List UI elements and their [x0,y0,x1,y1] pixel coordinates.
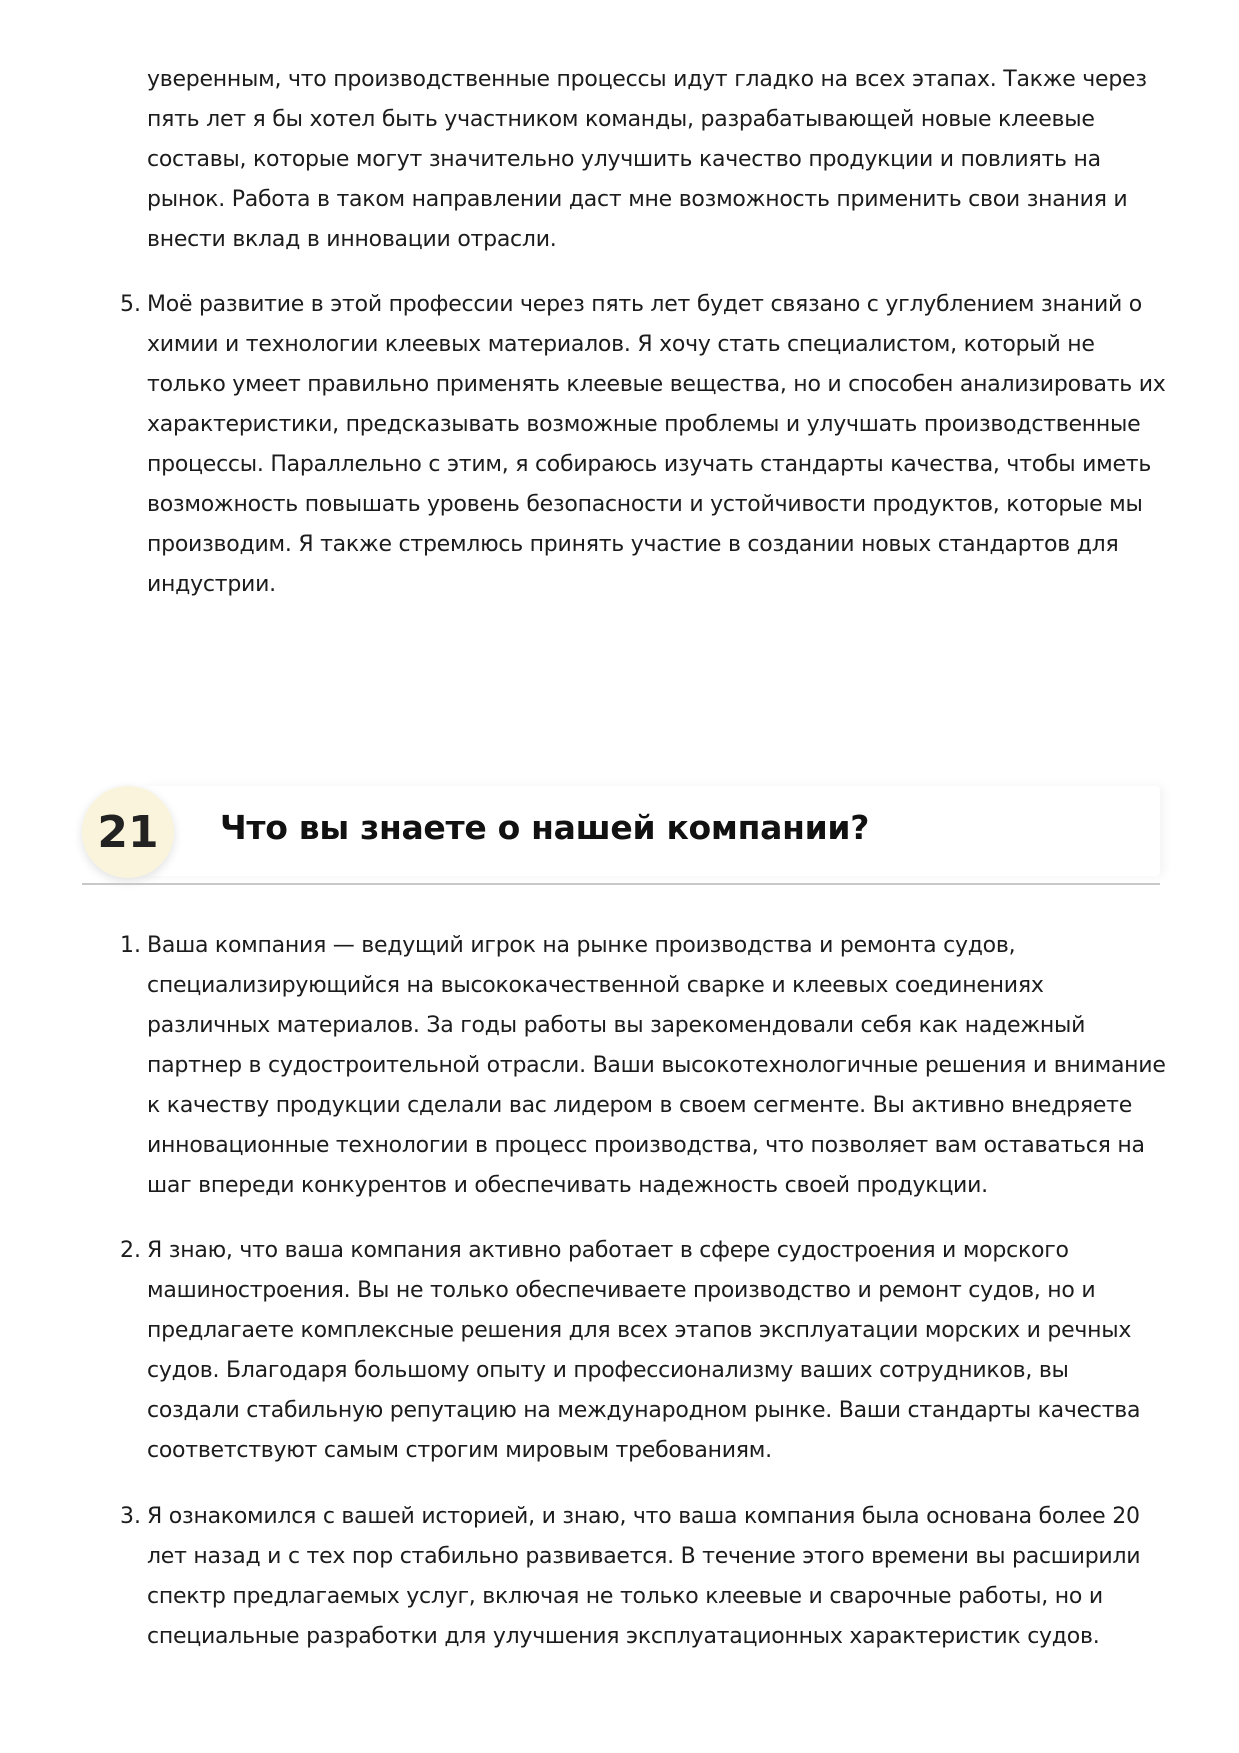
list-item-number: 3. [120,1504,141,1529]
list-item-text: Моё развитие в этой профессии через пять лет будет связано с углублением знаний о химии и технологии клеевых материалов. Я хочу стать специалистом, который не только умеет правильно применять клеевые вещества, но и способен анализировать их характеристики, предсказывать возможные проблемы и улучшать производственные процессы. Параллельно с этим, я собираюсь изучать стандарты качества, чтобы иметь возможность повышать уровень безопасности и устойчивости продуктов, которые мы производим. Я также стремлюсь принять участие в создании новых стандартов для индустрии. [147,292,1166,597]
list-item-text: Я знаю, что ваша компания активно работает в сфере судостроения и морского машиностроения. Вы не только обеспечиваете производство и ремонт судов, но и предлагаете комплексные решения для всех этапов эксплуатации морских и речных судов. Благодаря большому опыту и профессионализму ваших сотрудников, вы создали стабильную репутацию на международном рынке. Ваши стандарты качества соответствуют самым строгим мировым требованиям. [147,1238,1141,1463]
question-title: Что вы знаете о нашей компании? [220,808,870,847]
list-item-text: уверенным, что производственные процессы идут гладко на всех этапах. Также через пять лет я бы хотел быть участником команды, разрабатывающей новые клеевые составы, которые могут значительно улучшить качество продукции и повлиять на рынок. Работа в таком направлении даст мне возможность применить свои знания и внести вклад в инновации отрасли. [147,67,1147,252]
question-header [82,778,1160,884]
list-item-number: 1. [120,933,141,958]
list-item-text: Я ознакомился с вашей историей, и знаю, что ваша компания была основана более 20 лет назад и с тех пор стабильно развивается. В течение этого времени вы расширили спектр предлагаемых услуг, включая не только клеевые и сварочные работы, но и специальные разработки для улучшения эксплуатационных характеристик судов. [147,1504,1141,1649]
question-divider [82,883,1160,885]
question-number-badge: 21 [82,786,174,878]
list-item-number: 5. [120,292,141,317]
list-item-text: Ваша компания — ведущий игрок на рынке производства и ремонта судов, специализирующийся на высококачественной сварке и клеевых соединениях различных материалов. За годы работы вы зарекомендовали себя как надежный партнер в судостроительной отрасли. Ваши высокотехнологичные решения и внимание к качеству продукции сделали вас лидером в своем сегменте. Вы активно внедряете инновационные технологии в процесс производства, что позволяет вам оставаться на шаг впереди конкурентов и обеспечивать надежность своей продукции. [147,933,1166,1198]
list-item-number: 2. [120,1238,141,1263]
